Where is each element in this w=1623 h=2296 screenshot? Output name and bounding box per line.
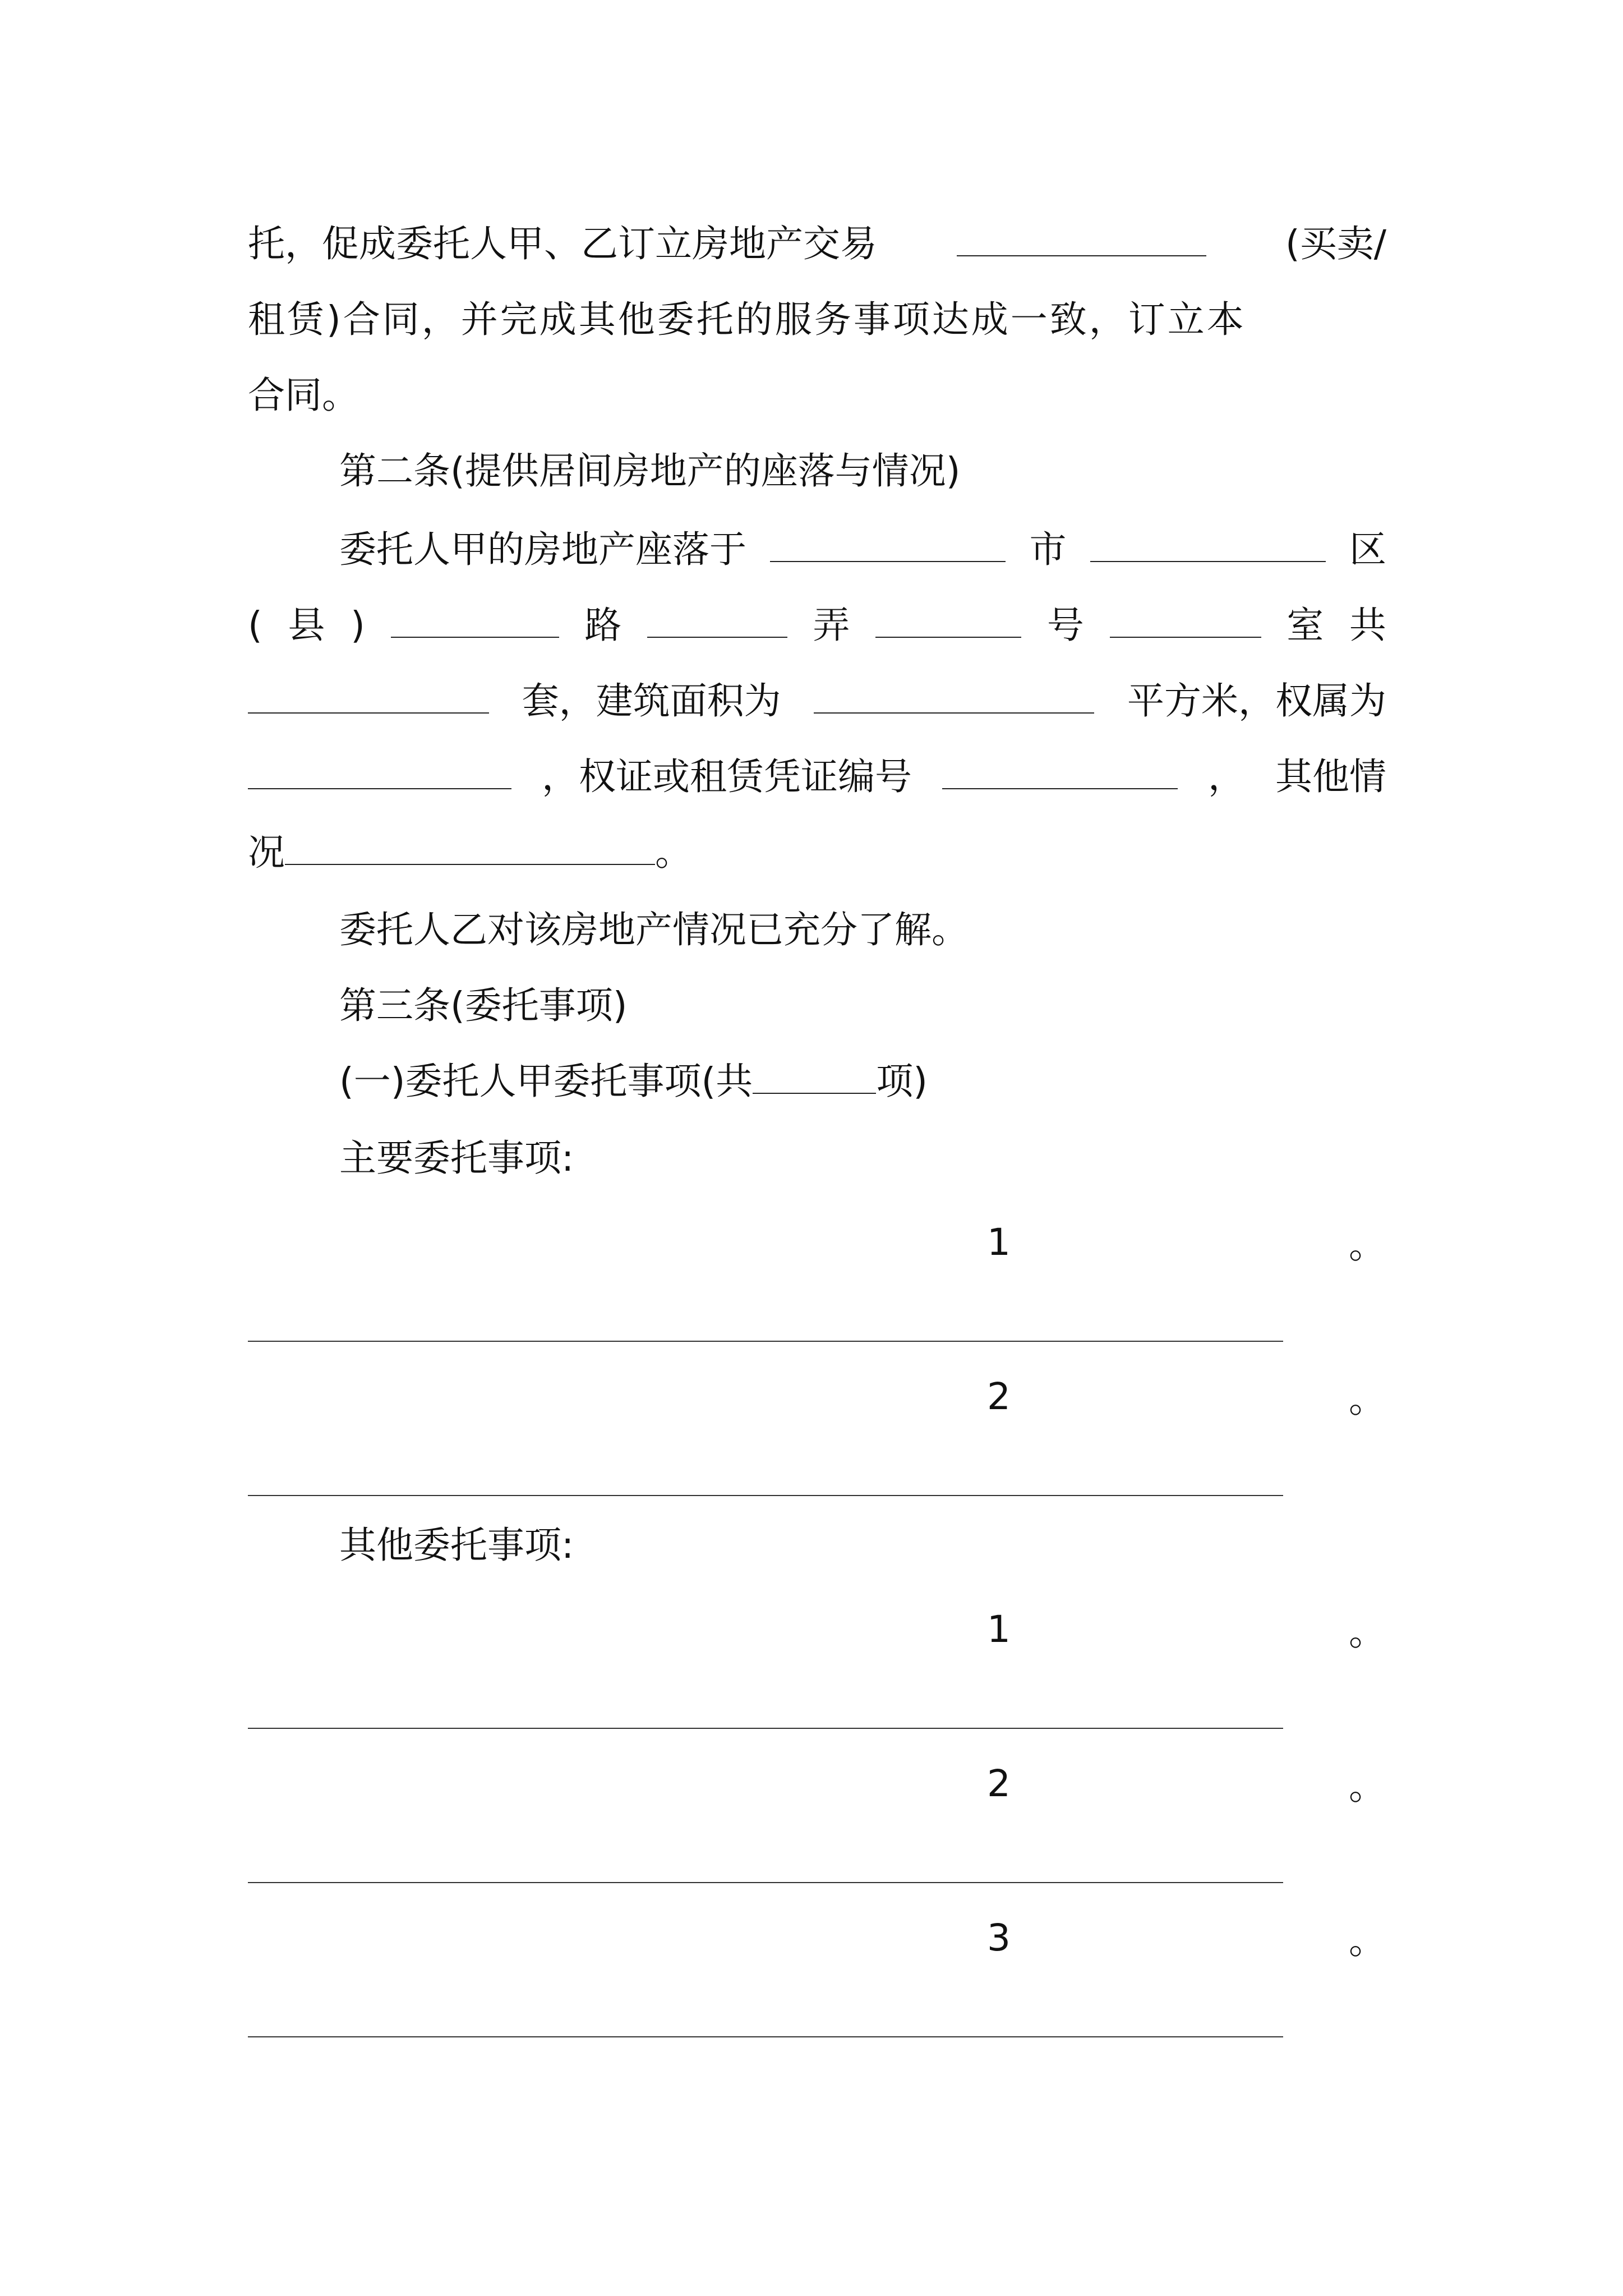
- text-fragment: ，: [1208, 755, 1245, 798]
- blank-field-transaction[interactable]: [957, 220, 1206, 256]
- address-line: [248, 597, 1386, 654]
- text-fragment: 平方米，权属为: [1127, 679, 1386, 723]
- text-fragment: 况: [248, 831, 285, 874]
- blank-field-area[interactable]: [814, 678, 1094, 714]
- text-fragment: 其他情: [1275, 755, 1386, 798]
- main-item-2-end: 。: [1349, 1378, 1386, 1421]
- text-fragment: 。: [655, 831, 692, 874]
- other-item-1-end: 。: [1349, 1611, 1386, 1654]
- paragraph-line-3: 合同。: [248, 374, 359, 417]
- understood-statement: 委托人乙对该房地产情况已充分了解。: [339, 908, 969, 951]
- blank-field-lane[interactable]: [875, 602, 1021, 638]
- text-fragment: 区: [1349, 528, 1386, 571]
- area-line: [248, 673, 1386, 729]
- other-situation-line: [248, 825, 1386, 881]
- other-item-2-end: 。: [1349, 1765, 1386, 1808]
- blank-field-road[interactable]: [647, 602, 787, 638]
- paragraph-line-1: [248, 216, 1386, 272]
- blank-field-district[interactable]: [1090, 526, 1326, 562]
- main-items-label: 主要委托事项:: [339, 1137, 574, 1180]
- other-item-1-field[interactable]: [248, 1728, 1283, 1729]
- text-fragment: 号: [1046, 604, 1084, 647]
- blank-field-certificate[interactable]: [942, 753, 1178, 789]
- text-fragment: 室: [1287, 604, 1324, 647]
- text-fragment: 托，促成委托人甲、乙订立房地产交易: [248, 222, 877, 265]
- text-fragment: 路: [584, 604, 622, 647]
- other-item-3-field[interactable]: [248, 2036, 1283, 2037]
- blank-field-other-situation[interactable]: [285, 829, 655, 865]
- location-line: [339, 522, 1386, 578]
- other-item-2-number: 2: [987, 1762, 1011, 1805]
- main-item-2-field[interactable]: [248, 1495, 1283, 1496]
- other-item-2-field[interactable]: [248, 1882, 1283, 1883]
- paragraph-line-2: 租赁)合同，并完成其他委托的服务事项达成一致，订立本: [248, 298, 1246, 341]
- text-fragment: 委托人甲的房地产座落于: [339, 528, 746, 571]
- text-fragment: (买卖/: [1285, 222, 1386, 265]
- text-fragment: (一)委托人甲委托事项(共: [339, 1060, 753, 1103]
- client-a-items-heading: [339, 1053, 1386, 1110]
- main-item-1-end: 。: [1349, 1223, 1386, 1267]
- article-2-heading: 第二条(提供居间房地产的座落与情况): [339, 449, 961, 493]
- text-fragment: 县: [288, 604, 325, 647]
- blank-field-city[interactable]: [770, 526, 1006, 562]
- main-item-1-field[interactable]: [248, 1341, 1283, 1342]
- other-item-3-end: 。: [1349, 1919, 1386, 1962]
- text-fragment: (: [248, 604, 262, 647]
- other-item-3-number: 3: [987, 1916, 1011, 1959]
- text-fragment: 市: [1029, 528, 1067, 571]
- main-item-2-number: 2: [987, 1375, 1011, 1418]
- text-fragment: 套，建筑面积为: [522, 679, 781, 723]
- text-fragment: ，权证或租赁凭证编号: [542, 755, 912, 798]
- article-3-heading: 第三条(委托事项): [339, 984, 628, 1027]
- text-fragment: 共: [1349, 604, 1386, 647]
- blank-field-number[interactable]: [1110, 602, 1261, 638]
- main-item-1-number: 1: [987, 1221, 1011, 1264]
- blank-field-county[interactable]: [391, 602, 559, 638]
- text-fragment: 项): [876, 1060, 928, 1103]
- text-fragment: 弄: [813, 604, 850, 647]
- other-item-1-number: 1: [987, 1608, 1011, 1651]
- ownership-line: [248, 749, 1386, 805]
- blank-field-item-count[interactable]: [753, 1058, 876, 1094]
- blank-field-suites[interactable]: [248, 678, 489, 714]
- text-fragment: ): [351, 604, 365, 647]
- other-items-label: 其他委托事项:: [339, 1524, 574, 1567]
- blank-field-ownership[interactable]: [248, 753, 511, 789]
